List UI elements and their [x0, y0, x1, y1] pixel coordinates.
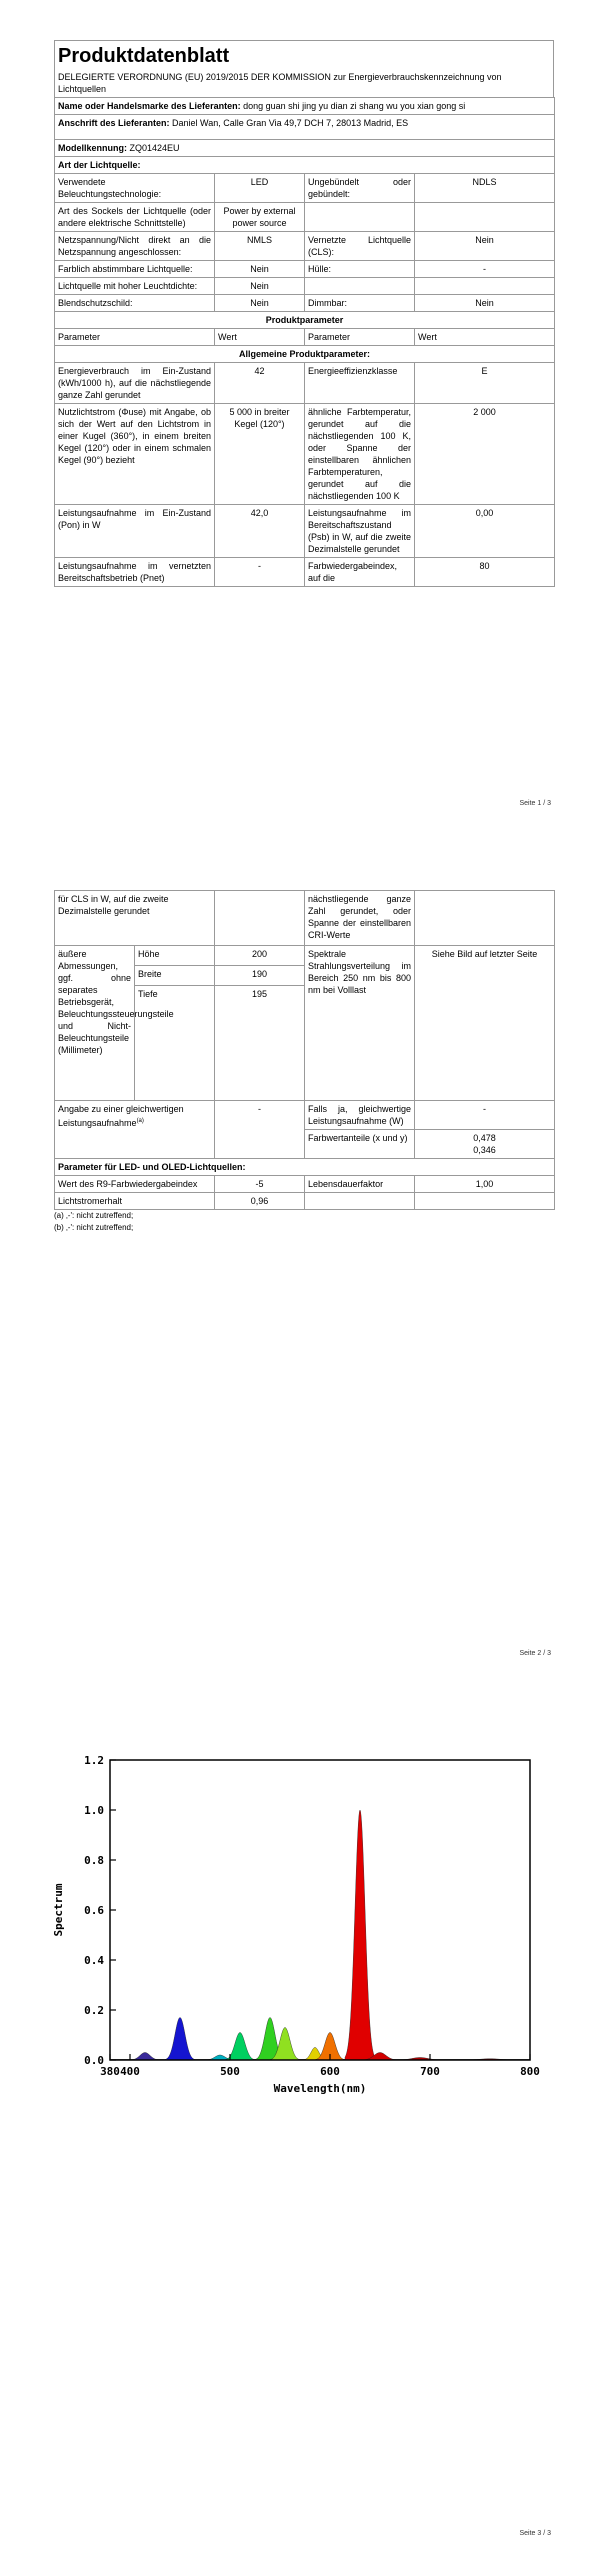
chroma-y-value: 0,346 [473, 1145, 496, 1155]
title-box [54, 40, 554, 97]
row-value: Power by external power source [215, 203, 305, 232]
table-row [55, 278, 555, 295]
spectrum-peak-8 [345, 1810, 375, 2060]
column-header-row [55, 329, 555, 346]
table-row [55, 1176, 555, 1193]
type-header: Art der Lichtquelle: [55, 157, 555, 174]
row-label: Energieeffizienzklasse [305, 363, 415, 404]
supplier-name-label: Name oder Handelsmarke des Lieferanten: [58, 101, 241, 111]
row-value: Nein [215, 295, 305, 312]
row-label: Verwendete Beleuchtungstechnologie: [55, 174, 215, 203]
row-value: Nein [415, 232, 555, 261]
spectrum-peak-1 [165, 2018, 195, 2061]
footnote-b: (b) ‚-': nicht zutreffend; [54, 1223, 134, 1232]
row-value: Nein [415, 295, 555, 312]
row-value: 2 000 [415, 404, 555, 505]
table-row [55, 1101, 555, 1130]
x-tick-label: 500 [220, 2065, 240, 2078]
flux-label: Lichtstromerhalt [55, 1193, 215, 1210]
table-row [55, 174, 555, 203]
y-tick-label: 0.2 [84, 2004, 104, 2017]
row-value [415, 203, 555, 232]
cont-right-value [415, 891, 555, 946]
supplier-address-row [55, 115, 555, 140]
spectral-label: Spektrale Strahlungsverteilung im Bereich 250 nm bis 800 nm bei Volllast [305, 946, 415, 1101]
row-label: Ungebündelt oder gebündelt: [305, 174, 415, 203]
table-row [55, 261, 555, 278]
row-label [305, 203, 415, 232]
equiv-value: - [215, 1101, 305, 1159]
datasheet-page-1 [54, 40, 554, 587]
row-value: - [215, 558, 305, 587]
page-1 [0, 0, 603, 820]
datasheet-page-2 [54, 890, 554, 1234]
page-number: Seite 2 / 3 [519, 1650, 551, 1657]
row-label: Leistungsaufnahme im Ein-Zustand (Pon) in W [55, 505, 215, 558]
x-tick-label: 800 [520, 2065, 540, 2078]
model-row [55, 140, 555, 157]
life-value: 1,00 [415, 1176, 555, 1193]
row-label: Netzspannung/Nicht direkt an die Netzspannung angeschlossen: [55, 232, 215, 261]
spectrum-chart [40, 1740, 560, 2110]
row-value: NMLS [215, 232, 305, 261]
y-tick-label: 1.2 [84, 1754, 104, 1767]
row-label: Lichtquelle mit hoher Leuchtdichte: [55, 278, 215, 295]
spectrum-peak-0 [130, 2053, 160, 2061]
row-label: Blendschutzschild: [55, 295, 215, 312]
x-tick-label: 700 [420, 2065, 440, 2078]
row-label [305, 278, 415, 295]
row-label: Leistungsaufnahme im Bereitschaftszustand (Psb) in W, auf die zweite Dezimalstelle gerundet [305, 505, 415, 558]
y-tick-label: 0.8 [84, 1854, 104, 1867]
supplier-name-value: dong guan shi jing yu dian zi shang wu you xian gong si [243, 101, 466, 111]
row-value: 0,00 [415, 505, 555, 558]
chroma-x-value: 0,478 [473, 1133, 496, 1143]
spectral-value: Siehe Bild auf letzter Seite [415, 946, 555, 1101]
table-row [55, 505, 555, 558]
chroma2-values [415, 1130, 555, 1159]
chroma2-label: Farbwertanteile (x und y) [305, 1130, 415, 1159]
product-params-header-row [55, 312, 555, 329]
col-value: Wert [415, 329, 555, 346]
supplier-name-row [55, 98, 555, 115]
general-header-row [55, 346, 555, 363]
row-value: 80 [415, 558, 555, 587]
row-label: Dimmbar: [305, 295, 415, 312]
table-row [55, 404, 555, 505]
row-value: Nein [215, 278, 305, 295]
row-label: Farbwiedergabeindex, auf die [305, 558, 415, 587]
y-tick-label: 0.4 [84, 1954, 104, 1967]
model-label: Modellkennung: [58, 143, 127, 153]
row-value [415, 278, 555, 295]
row-label: Vernetzte Lichtquelle (CLS): [305, 232, 415, 261]
cont-right: nächstliegende ganze Zahl gerundet, oder Spanne der einstellbaren CRI-Werte [305, 891, 415, 946]
r9-value: -5 [215, 1176, 305, 1193]
row-value: Nein [215, 261, 305, 278]
y-tick-label: 1.0 [84, 1804, 104, 1817]
table-row [55, 1193, 555, 1210]
x-axis-label: Wavelength(nm) [273, 2082, 367, 2095]
dim-value: 200 [215, 946, 305, 966]
dim-value: 195 [215, 986, 305, 1101]
y-tick-label: 0.6 [84, 1904, 104, 1917]
table-row [55, 203, 555, 232]
life-label: Lebensdauerfaktor [305, 1176, 415, 1193]
col-param: Parameter [55, 329, 215, 346]
row-label: Energieverbrauch im Ein-Zustand (kWh/1000 h), auf die nächstliegende ganze Zahl gerundet [55, 363, 215, 404]
empty-cell [415, 1193, 555, 1210]
dim-name: Breite [135, 966, 215, 986]
row-label: Nutzlichtstrom (Φuse) mit Angabe, ob sich der Wert auf den Lichtstrom in einer Kugel (360°), in einem breiten Kegel (120°) oder in einem schmalen Kegel (90°) bezieht [55, 404, 215, 505]
y-tick-label: 0.0 [84, 2054, 104, 2067]
page-2 [0, 880, 603, 1680]
page-title: Produktdatenblatt [58, 45, 230, 67]
cont-left-value [215, 891, 305, 946]
general-header: Allgemeine Produktparameter: [55, 346, 555, 363]
product-params-header: Produktparameter [55, 312, 555, 329]
dims-label: äußere Abmessungen, ggf. ohne separates Betriebsgerät, Beleuchtungssteuerungsteile und Nicht-Beleuchtungsteile (Millimeter) [55, 946, 135, 1101]
led-header: Parameter für LED- und OLED-Lichtquellen: [55, 1159, 555, 1176]
table-row [55, 558, 555, 587]
col-value: Wert [215, 329, 305, 346]
dim-name: Höhe [135, 946, 215, 966]
empty-cell [305, 1193, 415, 1210]
row-label: ähnliche Farbtemperatur, gerundet auf die nächstliegenden 100 K, oder Spanne der einstellbaren ähnlichen Farbtemperaturen, gerundet auf die nächstliegenden 100 K [305, 404, 415, 505]
dim-name: Tiefe [135, 986, 215, 1101]
x-tick-label: 380 [100, 2065, 120, 2078]
flux-value: 0,96 [215, 1193, 305, 1210]
row-value: NDLS [415, 174, 555, 203]
page-number: Seite 3 / 3 [519, 2530, 551, 2537]
chroma-value: - [415, 1101, 555, 1130]
regulation-subtitle: DELEGIERTE VERORDNUNG (EU) 2019/2015 DER KOMMISSION zur Energieverbrauchskennzeichnung von Lichtquellen [58, 72, 502, 94]
row-label: Art des Sockels der Lichtquelle (oder andere elektrische Schnittstelle) [55, 203, 215, 232]
cont-left: für CLS in W, auf die zweite Dezimalstelle gerundet [55, 891, 215, 946]
table-row [55, 295, 555, 312]
row-value: LED [215, 174, 305, 203]
row-label: Farblich abstimmbare Lichtquelle: [55, 261, 215, 278]
row-value: 42,0 [215, 505, 305, 558]
x-tick-label: 400 [120, 2065, 140, 2078]
supplier-table [54, 97, 555, 587]
y-axis-label: Spectrum [52, 1883, 65, 1937]
equiv-footnote-ref: (a) [136, 1118, 144, 1124]
equiv-label [55, 1101, 215, 1159]
row-value: 5 000 in breiter Kegel (120°) [215, 404, 305, 505]
row-label: Hülle: [305, 261, 415, 278]
plot-frame [110, 1760, 530, 2060]
equiv-label-text: Angabe zu einer gleichwertigen Leistungsaufnahme [58, 1104, 184, 1128]
led-header-row [55, 1159, 555, 1176]
page-3 [0, 1720, 603, 2560]
row-value: E [415, 363, 555, 404]
table-row [55, 891, 555, 946]
dim-value: 190 [215, 966, 305, 986]
model-value: ZQ01424EU [129, 143, 180, 153]
supplier-address-label: Anschrift des Lieferanten: [58, 118, 170, 128]
table-row [55, 232, 555, 261]
x-tick-label: 600 [320, 2065, 340, 2078]
page-number: Seite 1 / 3 [519, 800, 551, 807]
footnote-a: (a) ‚-': nicht zutreffend; [54, 1211, 134, 1220]
supplier-address-value: Daniel Wan, Calle Gran Via 49,7 DCH 7, 28013 Madrid, ES [172, 118, 409, 128]
type-header-row [55, 157, 555, 174]
params-table-continued [54, 890, 555, 1210]
table-row [55, 363, 555, 404]
row-value: - [415, 261, 555, 278]
chroma-label: Falls ja, gleichwertige Leistungsaufnahme (W) [305, 1101, 415, 1130]
table-row [55, 946, 555, 966]
col-param: Parameter [305, 329, 415, 346]
row-label: Leistungsaufnahme im vernetzten Bereitschaftsbetrieb (Pnet) [55, 558, 215, 587]
row-value: 42 [215, 363, 305, 404]
r9-label: Wert des R9-Farbwiedergabeindex [55, 1176, 215, 1193]
